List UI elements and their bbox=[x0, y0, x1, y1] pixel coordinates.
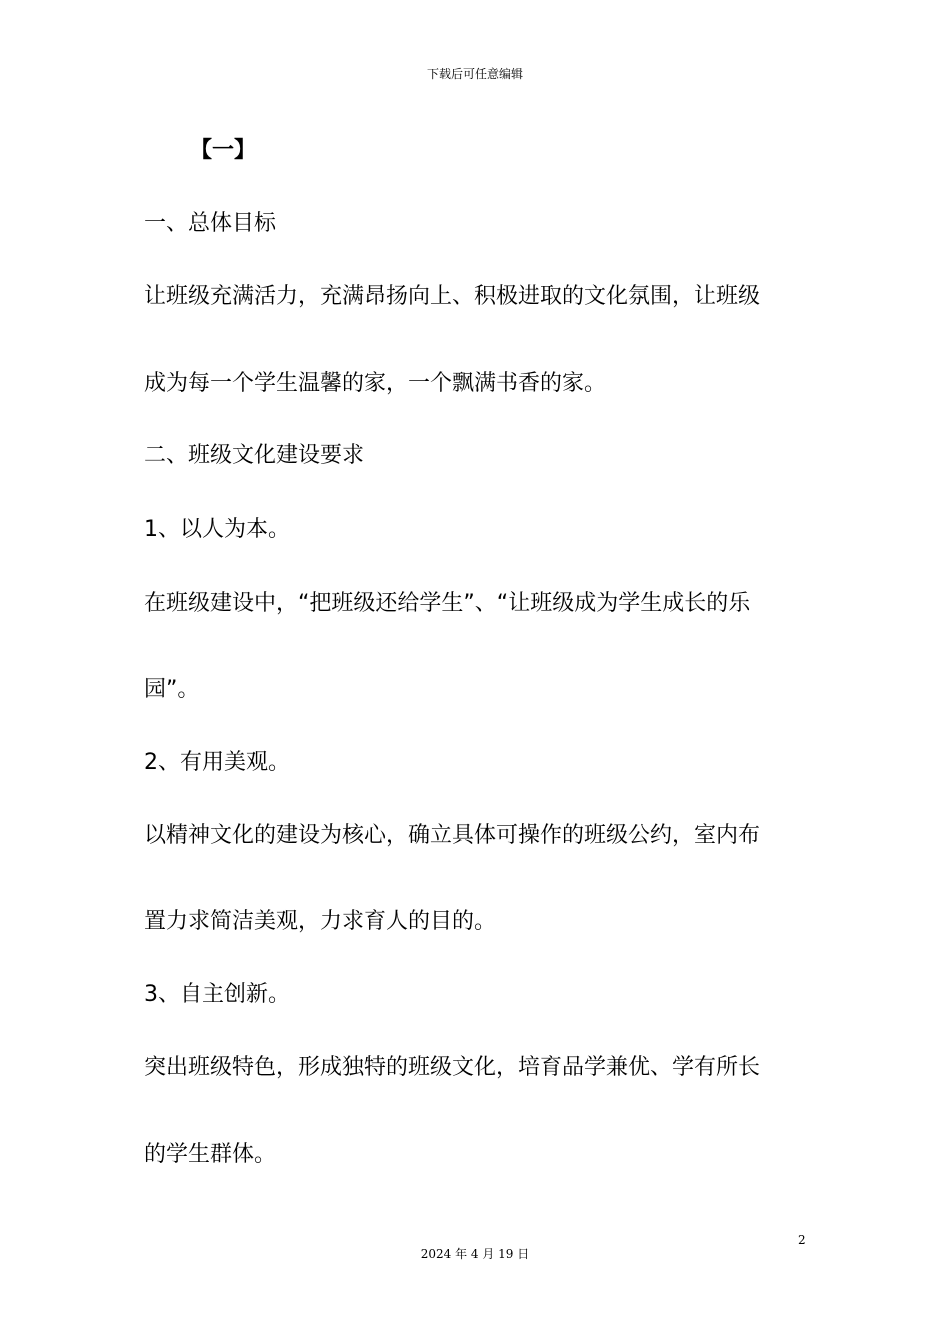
body-line: 让班级充满活力，充满昂扬向上、积极进取的文化氛围，让班级 bbox=[144, 284, 761, 309]
body-line: 以精神文化的建设为核心，确立具体可操作的班级公约，室内布 bbox=[144, 823, 761, 848]
section-mark: 【一】 bbox=[190, 138, 257, 163]
body-line: 成为每一个学生温馨的家，一个飘满书香的家。 bbox=[144, 371, 607, 396]
subheading-people-oriented: 1、以人为本。 bbox=[144, 517, 290, 542]
body-line: 园”。 bbox=[144, 677, 200, 702]
subheading-useful-beautiful: 2、有用美观。 bbox=[144, 750, 290, 775]
subheading-innovation: 3、自主创新。 bbox=[144, 982, 290, 1007]
footer-date: 2024 年 4 月 19 日 bbox=[420, 1247, 530, 1261]
page-header: 下载后可任意编辑 bbox=[426, 67, 523, 81]
heading-requirements: 二、班级文化建设要求 bbox=[144, 443, 365, 468]
heading-overall-goal: 一、总体目标 bbox=[144, 211, 277, 236]
body-line: 在班级建设中，“把班级还给学生”、“让班级成为学生成长的乐 bbox=[144, 591, 751, 616]
body-line: 的学生群体。 bbox=[144, 1142, 277, 1167]
body-line: 突出班级特色，形成独特的班级文化，培育品学兼优、学有所长 bbox=[144, 1055, 761, 1080]
body-line: 置力求简洁美观，力求育人的目的。 bbox=[144, 909, 497, 934]
page-number: 2 bbox=[798, 1233, 806, 1247]
